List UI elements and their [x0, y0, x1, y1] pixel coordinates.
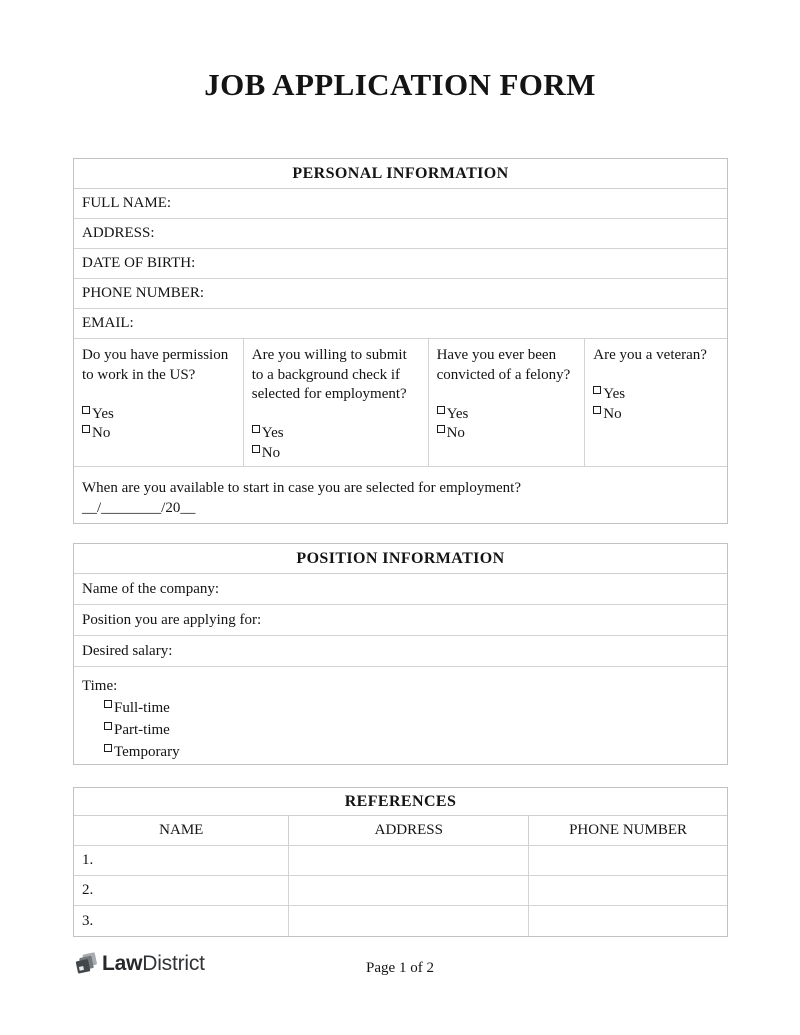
- checkbox-option-no[interactable]: [82, 424, 237, 444]
- checkbox-icon[interactable]: [252, 425, 260, 433]
- checkbox-icon[interactable]: [104, 700, 112, 708]
- reference-2-address-cell[interactable]: [289, 876, 529, 905]
- questions-row: [74, 339, 727, 467]
- company-name-field[interactable]: [74, 574, 727, 605]
- checkbox-icon[interactable]: [593, 406, 601, 414]
- question-text: Are you willing to submit to a background check if selected for employment?: [251, 347, 407, 402]
- desired-salary-label: Desired salary:: [82, 642, 173, 659]
- checkbox-icon[interactable]: [252, 445, 260, 453]
- question-cell-work-permission: [74, 339, 244, 466]
- phone-number-field[interactable]: [74, 279, 727, 309]
- checkbox-option-yes[interactable]: [437, 405, 579, 425]
- option-label: No: [603, 405, 622, 422]
- option-label: No: [92, 425, 111, 441]
- time-row: [74, 667, 727, 764]
- position-information-header: POSITION INFORMATION: [74, 544, 727, 574]
- option-label: No: [446, 425, 465, 441]
- email-label: EMAIL:: [82, 315, 134, 331]
- address-label: ADDRESS:: [82, 225, 155, 241]
- checkbox-icon[interactable]: [437, 425, 445, 433]
- reference-1-phone-cell[interactable]: [529, 846, 727, 875]
- personal-information-header: PERSONAL INFORMATION: [74, 159, 727, 189]
- references-column-headers: [74, 816, 727, 846]
- availability-date-blank[interactable]: __/________/20__: [82, 500, 196, 516]
- availability-row[interactable]: [74, 467, 727, 523]
- option-label: Yes: [603, 386, 626, 402]
- checkbox-option-no[interactable]: [593, 405, 721, 425]
- option-label: Yes: [92, 405, 114, 422]
- page-number: Page 1 of 2: [366, 960, 434, 976]
- row-number: 3.: [82, 912, 94, 929]
- option-label: No: [261, 444, 281, 461]
- option-label: Temporary: [114, 744, 180, 760]
- checkbox-icon[interactable]: [82, 425, 90, 433]
- checkbox-option-part-time[interactable]: [104, 719, 719, 741]
- desired-salary-field[interactable]: [74, 636, 727, 667]
- full-name-field[interactable]: [74, 189, 727, 219]
- row-number: 2.: [82, 882, 94, 898]
- reference-2-phone-cell[interactable]: [529, 876, 727, 905]
- checkbox-icon[interactable]: [104, 744, 112, 752]
- time-label: Time:: [82, 678, 118, 694]
- date-of-birth-field[interactable]: [74, 249, 727, 279]
- checkbox-option-no[interactable]: [252, 444, 422, 464]
- availability-question: When are you available to start in case you are selected for employment?: [82, 480, 521, 496]
- option-label: Full-time: [114, 700, 170, 716]
- phone-number-label: PHONE NUMBER:: [82, 285, 205, 301]
- references-table: [73, 787, 728, 937]
- references-header: REFERENCES: [74, 788, 727, 816]
- checkbox-icon[interactable]: [437, 406, 445, 414]
- position-applying-field[interactable]: [74, 605, 727, 636]
- reference-1-address-cell[interactable]: [289, 846, 529, 875]
- question-text: Have you ever been convicted of a felony?: [436, 347, 571, 383]
- personal-information-table: [73, 158, 728, 524]
- reference-1-name-cell[interactable]: [74, 846, 289, 875]
- option-label: Part-time: [114, 722, 170, 738]
- option-label: Yes: [261, 425, 284, 441]
- column-header-address: ADDRESS: [289, 816, 529, 845]
- checkbox-icon[interactable]: [593, 386, 601, 394]
- position-information-table: [73, 543, 728, 765]
- email-field[interactable]: [74, 309, 727, 339]
- question-cell-veteran: [585, 339, 727, 466]
- column-header-name: NAME: [74, 816, 289, 845]
- page-title: JOB APPLICATION FORM: [204, 67, 596, 102]
- checkbox-option-yes[interactable]: [252, 424, 422, 444]
- company-name-label: Name of the company:: [82, 580, 220, 597]
- question-cell-background-check: [244, 339, 429, 466]
- logo-text-district: District: [142, 952, 205, 975]
- checkbox-icon[interactable]: [82, 406, 90, 414]
- reference-row-2: [74, 876, 727, 906]
- position-applying-label: Position you are applying for:: [82, 611, 262, 628]
- question-cell-felony: [429, 339, 586, 466]
- reference-3-address-cell[interactable]: [289, 906, 529, 936]
- address-field[interactable]: [74, 219, 727, 249]
- reference-3-phone-cell[interactable]: [529, 906, 727, 936]
- row-number: 1.: [82, 852, 94, 868]
- reference-3-name-cell[interactable]: [74, 906, 289, 936]
- question-text: Are you a veteran?: [593, 347, 707, 363]
- logo-text-law: Law: [102, 952, 143, 975]
- checkbox-option-yes[interactable]: [82, 405, 237, 425]
- column-header-phone: PHONE NUMBER: [569, 822, 688, 838]
- checkbox-option-temporary[interactable]: [104, 741, 719, 763]
- checkbox-option-full-time[interactable]: [104, 697, 719, 719]
- checkbox-option-yes[interactable]: [593, 385, 721, 405]
- option-label: Yes: [446, 405, 469, 422]
- date-of-birth-label: DATE OF BIRTH:: [82, 255, 196, 271]
- reference-2-name-cell[interactable]: [74, 876, 289, 905]
- full-name-label: FULL NAME:: [82, 195, 172, 211]
- question-text: Do you have permission to work in the US?: [82, 347, 229, 383]
- reference-row-1: [74, 846, 727, 876]
- checkbox-icon[interactable]: [104, 722, 112, 730]
- checkbox-option-no[interactable]: [437, 424, 579, 444]
- reference-row-3: [74, 906, 727, 936]
